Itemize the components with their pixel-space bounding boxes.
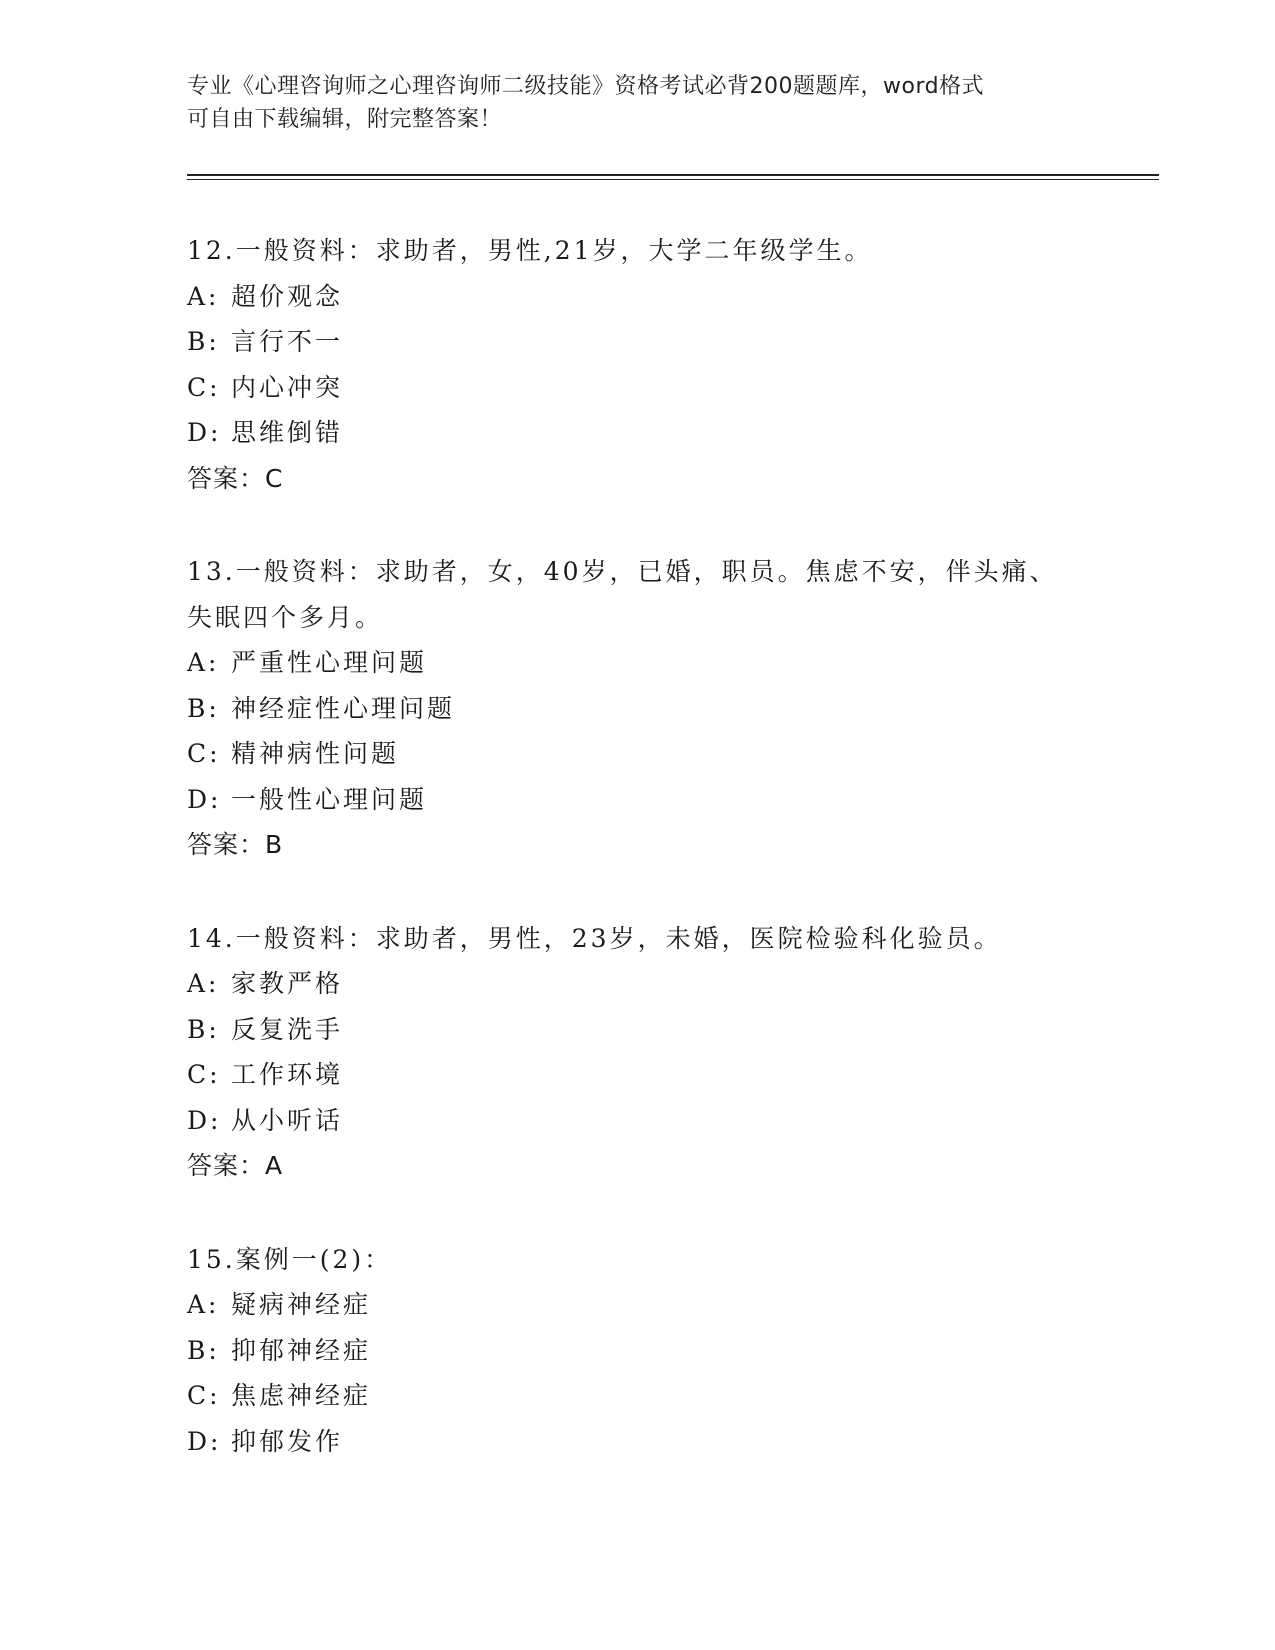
option-text: 严重性心理问题	[231, 648, 428, 677]
option-key: A:	[187, 969, 220, 998]
option-text: 抑郁神经症	[231, 1335, 372, 1365]
option-c	[187, 1052, 1159, 1098]
option-key: B:	[187, 693, 220, 723]
document-page	[187, 70, 1159, 1512]
question-15	[187, 1237, 1159, 1465]
option-key: C:	[187, 1060, 221, 1089]
question-14	[187, 916, 1159, 1189]
option-key: D:	[187, 784, 222, 814]
option-a	[187, 640, 1159, 686]
option-d	[187, 410, 1159, 456]
header-line-1: 专业《心理咨询师之心理咨询师二级技能》资格考试必背200题题库，word格式	[187, 74, 985, 99]
answer-line: 答案：C	[187, 463, 284, 493]
option-key: D:	[187, 418, 222, 447]
option-b	[187, 1007, 1159, 1053]
option-text: 神经症性心理问题	[231, 693, 456, 723]
option-key: B:	[187, 1014, 220, 1044]
question-list	[187, 228, 1159, 1464]
option-key: C:	[187, 1381, 221, 1410]
option-b	[187, 686, 1159, 732]
option-text: 家教严格	[231, 969, 344, 998]
option-text: 焦虑神经症	[231, 1381, 372, 1410]
option-text: 言行不一	[231, 327, 344, 356]
question-13	[187, 549, 1159, 868]
option-key: D:	[187, 1105, 222, 1135]
answer-line: 答案：A	[187, 1151, 284, 1180]
option-key: D:	[187, 1426, 222, 1456]
option-d	[187, 1419, 1159, 1465]
option-text: 超价观念	[231, 281, 344, 311]
option-key: A:	[187, 648, 220, 677]
question-12	[187, 228, 1159, 501]
option-text: 内心冲突	[231, 372, 344, 402]
header-divider	[187, 174, 1159, 180]
option-key: C:	[187, 372, 221, 402]
question-stem: 13.一般资料：求助者，女，40岁，已婚，职员。焦虑不安，伴头痛、失眠四个多月。	[187, 557, 1058, 632]
option-key: A:	[187, 281, 220, 311]
option-key: B:	[187, 1335, 220, 1365]
option-key: C:	[187, 739, 221, 768]
option-c	[187, 1373, 1159, 1419]
option-d	[187, 1098, 1159, 1144]
question-stem: 12.一般资料：求助者，男性,21岁，大学二年级学生。	[187, 236, 873, 265]
option-text: 精神病性问题	[231, 739, 400, 768]
option-a	[187, 961, 1159, 1007]
option-text: 反复洗手	[231, 1014, 344, 1044]
option-text: 抑郁发作	[231, 1426, 344, 1456]
question-stem: 15.案例一(2)：	[187, 1244, 393, 1274]
header-line-2: 可自由下载编辑，附完整答案！	[187, 107, 503, 132]
option-text: 工作环境	[231, 1060, 344, 1089]
option-key: B:	[187, 327, 220, 356]
option-b	[187, 1328, 1159, 1374]
document-header	[187, 70, 1087, 136]
option-c	[187, 365, 1159, 411]
option-a	[187, 274, 1159, 320]
option-text: 从小听话	[231, 1105, 344, 1135]
option-text: 思维倒错	[231, 418, 344, 447]
option-b	[187, 319, 1159, 365]
question-stem: 14.一般资料：求助者，男性，23岁，未婚，医院检验科化验员。	[187, 923, 1002, 953]
option-d	[187, 777, 1159, 823]
option-text: 一般性心理问题	[231, 784, 428, 814]
option-key: A:	[187, 1290, 220, 1319]
answer-line: 答案：B	[187, 830, 284, 859]
option-a	[187, 1282, 1159, 1328]
option-c	[187, 731, 1159, 777]
option-text: 疑病神经症	[231, 1290, 372, 1319]
